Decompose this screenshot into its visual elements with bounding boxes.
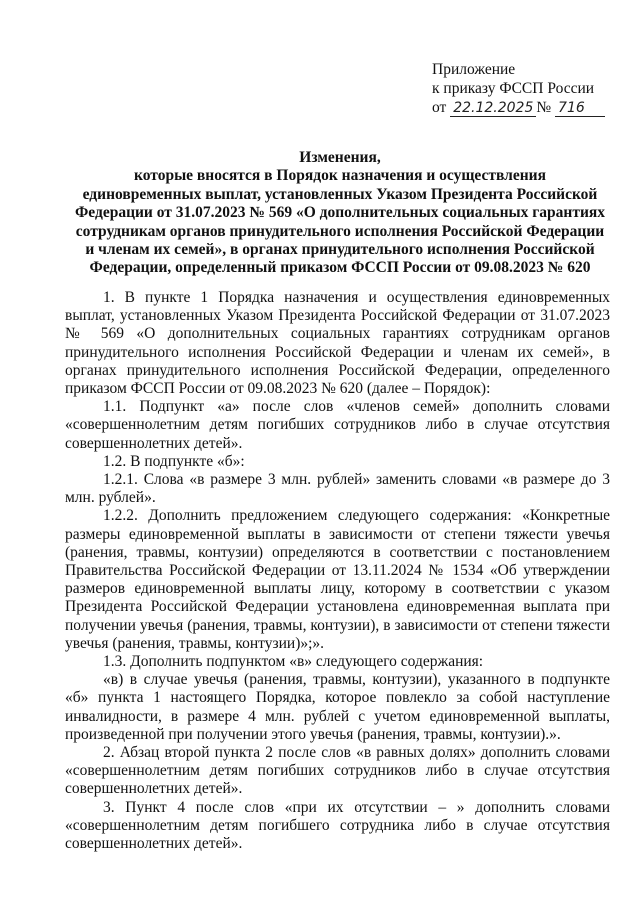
paragraph-1-2-1: 1.2.1. Слова «в размере 3 млн. рублей» заменить словами «в размере до 3 млн. рублей». [65,471,610,507]
paragraph-1-2: 1.2. В подпункте «б»: [103,452,245,470]
title-line: Изменения, [299,149,381,166]
paragraph-1-3: 1.3. Дополнить подпунктом «в» следующего содержания: [103,653,484,671]
paragraph-2: 2. Абзац второй пункта 2 после слов «в равных долях» дополнить словами «совершеннолетним детям погибших сотрудников либо в случае отсутствия совершеннолетних детей». [65,744,610,798]
title-line: которые вносятся в Порядок назначения и осуществления [134,167,546,185]
title-line: и членам их семей», в органах принудительного исполнения Российской [85,241,595,259]
appendix-date-line [432,98,622,117]
number-sign: № [536,99,552,116]
paragraph-1-2-2: 1.2.2. Дополнить предложением следующего содержания: «Конкретные размеры единовременной выплаты в зависимости от степени тяжести увечья (ранения, травмы, контузии) определяются в соответствии с постановлением Правительства Российской Федерации от 13.11.2024 № 1534 «Об утверждении размеров единовременной выплаты лицу, которому в соответствии с указом Президента Российской Федерации установлена единовременная выплата при получении увечья (ранения, травмы, контузии), в зависимости от степени тяжести увечья (ранения, травмы, контузии)»;». [65,507,610,652]
title-line: единовременных выплат, установленных Указом Президента Российской [82,185,598,203]
handwritten-date: 22.12.2025 [450,100,536,117]
paragraph-3: 3. Пункт 4 после слов «при их отсутствии – » дополнить словами «совершеннолетним детям погибшего сотрудника либо в случае отсутствия совершеннолетних детей». [65,798,610,853]
appendix-order-reference: к приказу ФССП России [432,80,595,97]
title-line: Федерации, определенный приказом ФССП России от 09.08.2023 № 620 [89,259,591,277]
date-prefix: от [432,99,447,116]
paragraph-subpoint-v: «в) в случае увечья (ранения, травмы, контузии), указанного в подпункте «б» пункта 1 настоящего Порядка, которое повлекло за собой наступление инвалидности, в размере 4 млн. рублей с учетом единовременной выплаты, произведенной при получении этого увечья (ранения, травмы, контузии).». [65,671,610,743]
document-body [65,289,610,853]
document-title [60,149,620,278]
paragraph-1: 1. В пункте 1 Порядка назначения и осуществления единовременных выплат, установленных Указом Президента Российской Федерации от 31.07.2023 № 569 «О дополнительных социальных гарантиях сотрудникам органов принудительного исполнения Российской Федерации и членам их семей», в органах принудительного исполнения Российской Федерации, определенного приказом ФССП России от 09.08.2023 № 620 (далее – Порядок): [65,289,610,398]
handwritten-order-number: 716 [555,100,605,117]
appendix-heading: Приложение [432,61,516,78]
paragraph-1-1: 1.1. Подпункт «а» после слов «членов семей» дополнить словами «совершеннолетним детям погибших сотрудников либо в случае отсутствия совершеннолетних детей». [65,398,610,452]
title-line: сотрудникам органов принудительного исполнения Российской Федерации [75,222,605,240]
appendix-block [432,60,622,117]
title-line: Федерации от 31.07.2023 № 569 «О дополнительных социальных гарантиях [74,204,606,222]
